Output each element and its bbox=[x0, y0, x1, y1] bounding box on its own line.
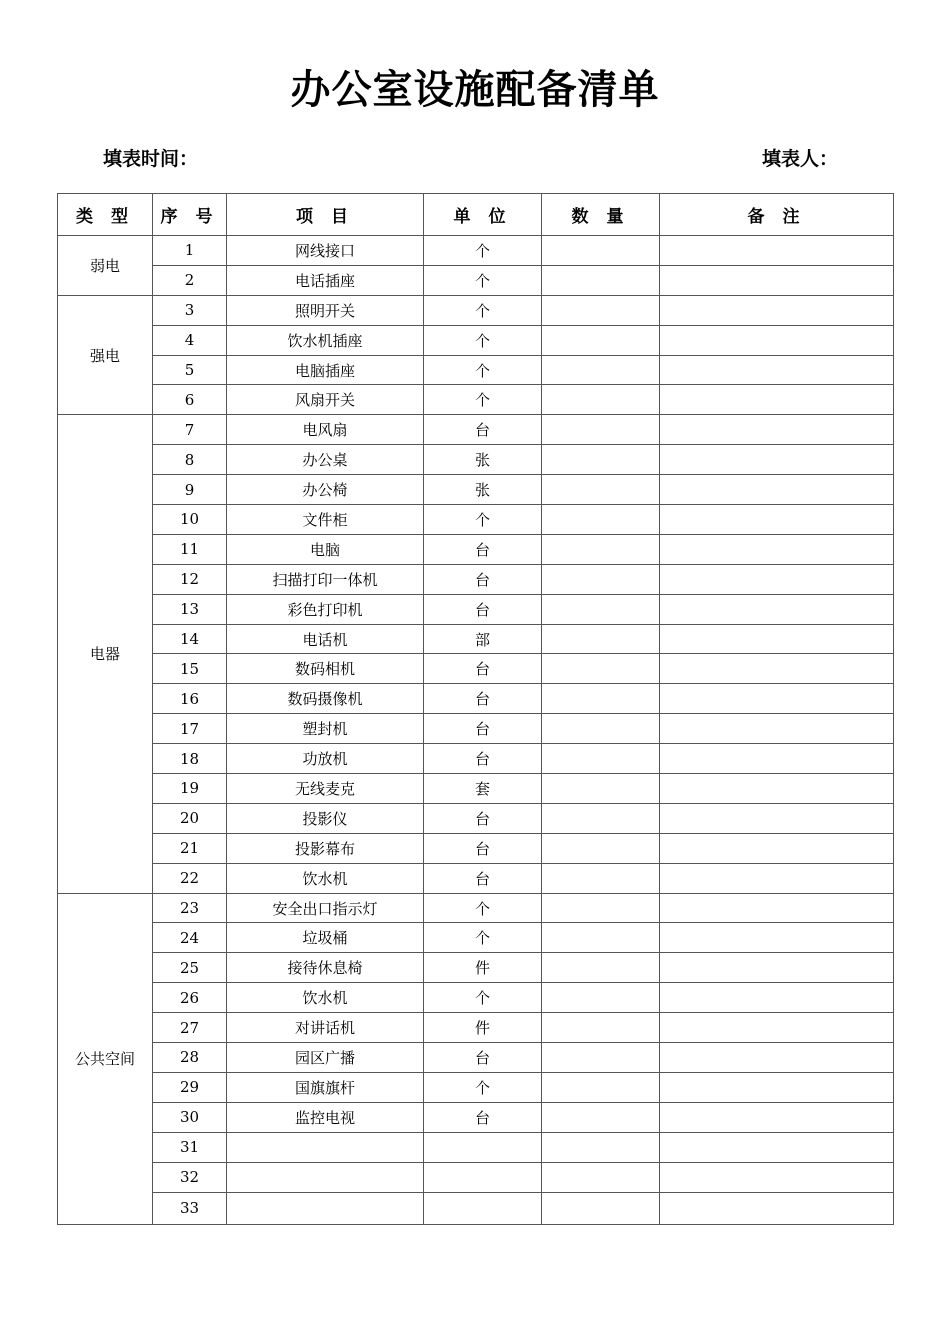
row-number-cell: 22 bbox=[153, 863, 227, 893]
quantity-cell[interactable] bbox=[542, 803, 660, 833]
table-row bbox=[58, 833, 894, 863]
remark-cell[interactable] bbox=[660, 325, 894, 355]
row-number-cell: 31 bbox=[153, 1132, 227, 1162]
table-row bbox=[58, 236, 894, 266]
quantity-cell[interactable] bbox=[542, 355, 660, 385]
header-quantity: 数 量 bbox=[542, 194, 660, 236]
quantity-cell[interactable] bbox=[542, 564, 660, 594]
table-row bbox=[58, 654, 894, 684]
table-row bbox=[58, 415, 894, 445]
item-name-cell bbox=[227, 1192, 424, 1224]
category-cell: 公共空间 bbox=[58, 893, 153, 1224]
unit-cell: 件 bbox=[424, 953, 542, 983]
quantity-cell[interactable] bbox=[542, 714, 660, 744]
unit-cell: 台 bbox=[424, 534, 542, 564]
table-row bbox=[58, 744, 894, 774]
category-cell: 弱电 bbox=[58, 236, 153, 296]
remark-cell[interactable] bbox=[660, 1162, 894, 1192]
row-number-cell: 10 bbox=[153, 505, 227, 535]
remark-cell[interactable] bbox=[660, 833, 894, 863]
item-name-cell: 功放机 bbox=[227, 744, 424, 774]
filler-label: 填表人： bbox=[762, 148, 839, 170]
row-number-cell: 17 bbox=[153, 714, 227, 744]
item-name-cell: 接待休息椅 bbox=[227, 953, 424, 983]
header-type: 类 型 bbox=[58, 194, 153, 236]
quantity-cell[interactable] bbox=[542, 236, 660, 266]
item-name-cell bbox=[227, 1132, 424, 1162]
item-name-cell: 监控电视 bbox=[227, 1102, 424, 1132]
item-name-cell: 电脑 bbox=[227, 534, 424, 564]
row-number-cell: 5 bbox=[153, 355, 227, 385]
table-row bbox=[58, 594, 894, 624]
quantity-cell[interactable] bbox=[542, 953, 660, 983]
unit-cell: 个 bbox=[424, 983, 542, 1013]
item-name-cell: 办公桌 bbox=[227, 445, 424, 475]
quantity-cell[interactable] bbox=[542, 295, 660, 325]
unit-cell: 个 bbox=[424, 893, 542, 923]
item-name-cell: 国旗旗杆 bbox=[227, 1072, 424, 1102]
table-header-row bbox=[58, 194, 894, 236]
item-name-cell: 投影幕布 bbox=[227, 833, 424, 863]
item-name-cell: 对讲话机 bbox=[227, 1013, 424, 1043]
item-name-cell: 电话机 bbox=[227, 624, 424, 654]
item-name-cell: 数码摄像机 bbox=[227, 684, 424, 714]
header-remark: 备 注 bbox=[660, 194, 894, 236]
quantity-cell[interactable] bbox=[542, 983, 660, 1013]
row-number-cell: 7 bbox=[153, 415, 227, 445]
table-row bbox=[58, 445, 894, 475]
quantity-cell[interactable] bbox=[542, 1043, 660, 1073]
unit-cell: 台 bbox=[424, 863, 542, 893]
table-row bbox=[58, 953, 894, 983]
unit-cell: 套 bbox=[424, 774, 542, 804]
quantity-cell[interactable] bbox=[542, 1013, 660, 1043]
quantity-cell[interactable] bbox=[542, 534, 660, 564]
table-body bbox=[58, 236, 894, 1225]
unit-cell bbox=[424, 1162, 542, 1192]
remark-cell[interactable] bbox=[660, 953, 894, 983]
unit-cell: 台 bbox=[424, 564, 542, 594]
remark-cell[interactable] bbox=[660, 1013, 894, 1043]
quantity-cell[interactable] bbox=[542, 1072, 660, 1102]
quantity-cell[interactable] bbox=[542, 325, 660, 355]
row-number-cell: 9 bbox=[153, 475, 227, 505]
facility-table bbox=[57, 193, 894, 1225]
item-name-cell: 电脑插座 bbox=[227, 355, 424, 385]
item-name-cell: 饮水机 bbox=[227, 863, 424, 893]
table-row bbox=[58, 1013, 894, 1043]
row-number-cell: 23 bbox=[153, 893, 227, 923]
unit-cell: 张 bbox=[424, 475, 542, 505]
item-name-cell: 园区广播 bbox=[227, 1043, 424, 1073]
quantity-cell[interactable] bbox=[542, 1192, 660, 1224]
item-name-cell: 饮水机 bbox=[227, 983, 424, 1013]
remark-cell[interactable] bbox=[660, 863, 894, 893]
item-name-cell: 塑封机 bbox=[227, 714, 424, 744]
table-row bbox=[58, 774, 894, 804]
row-number-cell: 3 bbox=[153, 295, 227, 325]
quantity-cell[interactable] bbox=[542, 923, 660, 953]
item-name-cell: 电话插座 bbox=[227, 265, 424, 295]
remark-cell[interactable] bbox=[660, 475, 894, 505]
item-name-cell: 文件柜 bbox=[227, 505, 424, 535]
table-row bbox=[58, 714, 894, 744]
remark-cell[interactable] bbox=[660, 774, 894, 804]
remark-cell[interactable] bbox=[660, 1132, 894, 1162]
unit-cell: 个 bbox=[424, 355, 542, 385]
table-row bbox=[58, 385, 894, 415]
remark-cell[interactable] bbox=[660, 803, 894, 833]
quantity-cell[interactable] bbox=[542, 415, 660, 445]
remark-cell[interactable] bbox=[660, 893, 894, 923]
unit-cell: 台 bbox=[424, 1043, 542, 1073]
unit-cell: 张 bbox=[424, 445, 542, 475]
row-number-cell: 25 bbox=[153, 953, 227, 983]
remark-cell[interactable] bbox=[660, 295, 894, 325]
header-no: 序 号 bbox=[153, 194, 227, 236]
table-row bbox=[58, 325, 894, 355]
table-row bbox=[58, 983, 894, 1013]
row-number-cell: 8 bbox=[153, 445, 227, 475]
item-name-cell: 无线麦克 bbox=[227, 774, 424, 804]
unit-cell: 台 bbox=[424, 654, 542, 684]
remark-cell[interactable] bbox=[660, 385, 894, 415]
quantity-cell[interactable] bbox=[542, 624, 660, 654]
table-row bbox=[58, 1102, 894, 1132]
unit-cell: 个 bbox=[424, 295, 542, 325]
row-number-cell: 14 bbox=[153, 624, 227, 654]
item-name-cell: 网线接口 bbox=[227, 236, 424, 266]
unit-cell: 台 bbox=[424, 594, 542, 624]
quantity-cell[interactable] bbox=[542, 265, 660, 295]
remark-cell[interactable] bbox=[660, 714, 894, 744]
item-name-cell: 办公椅 bbox=[227, 475, 424, 505]
table-row bbox=[58, 1192, 894, 1224]
unit-cell: 台 bbox=[424, 833, 542, 863]
quantity-cell[interactable] bbox=[542, 893, 660, 923]
unit-cell: 台 bbox=[424, 803, 542, 833]
table-row bbox=[58, 265, 894, 295]
row-number-cell: 33 bbox=[153, 1192, 227, 1224]
unit-cell: 台 bbox=[424, 684, 542, 714]
quantity-cell[interactable] bbox=[542, 1102, 660, 1132]
quantity-cell[interactable] bbox=[542, 684, 660, 714]
unit-cell: 个 bbox=[424, 505, 542, 535]
table-row bbox=[58, 803, 894, 833]
unit-cell: 个 bbox=[424, 1072, 542, 1102]
row-number-cell: 13 bbox=[153, 594, 227, 624]
row-number-cell: 21 bbox=[153, 833, 227, 863]
quantity-cell[interactable] bbox=[542, 744, 660, 774]
remark-cell[interactable] bbox=[660, 1192, 894, 1224]
row-number-cell: 18 bbox=[153, 744, 227, 774]
item-name-cell: 饮水机插座 bbox=[227, 325, 424, 355]
table-row bbox=[58, 893, 894, 923]
row-number-cell: 28 bbox=[153, 1043, 227, 1073]
row-number-cell: 16 bbox=[153, 684, 227, 714]
unit-cell: 个 bbox=[424, 265, 542, 295]
unit-cell: 台 bbox=[424, 714, 542, 744]
item-name-cell bbox=[227, 1162, 424, 1192]
remark-cell[interactable] bbox=[660, 355, 894, 385]
unit-cell bbox=[424, 1192, 542, 1224]
unit-cell bbox=[424, 1132, 542, 1162]
remark-cell[interactable] bbox=[660, 684, 894, 714]
item-name-cell: 电风扇 bbox=[227, 415, 424, 445]
remark-cell[interactable] bbox=[660, 445, 894, 475]
row-number-cell: 30 bbox=[153, 1102, 227, 1132]
item-name-cell: 扫描打印一体机 bbox=[227, 564, 424, 594]
row-number-cell: 24 bbox=[153, 923, 227, 953]
table-row bbox=[58, 1132, 894, 1162]
quantity-cell[interactable] bbox=[542, 1132, 660, 1162]
remark-cell[interactable] bbox=[660, 624, 894, 654]
quantity-cell[interactable] bbox=[542, 1162, 660, 1192]
unit-cell: 个 bbox=[424, 325, 542, 355]
remark-cell[interactable] bbox=[660, 923, 894, 953]
remark-cell[interactable] bbox=[660, 505, 894, 535]
row-number-cell: 11 bbox=[153, 534, 227, 564]
remark-cell[interactable] bbox=[660, 415, 894, 445]
category-cell: 强电 bbox=[58, 295, 153, 415]
remark-cell[interactable] bbox=[660, 1102, 894, 1132]
row-number-cell: 27 bbox=[153, 1013, 227, 1043]
quantity-cell[interactable] bbox=[542, 833, 660, 863]
remark-cell[interactable] bbox=[660, 236, 894, 266]
unit-cell: 台 bbox=[424, 415, 542, 445]
remark-cell[interactable] bbox=[660, 983, 894, 1013]
unit-cell: 个 bbox=[424, 385, 542, 415]
table-row bbox=[58, 1162, 894, 1192]
row-number-cell: 20 bbox=[153, 803, 227, 833]
row-number-cell: 2 bbox=[153, 265, 227, 295]
table-row bbox=[58, 923, 894, 953]
unit-cell: 件 bbox=[424, 1013, 542, 1043]
table-row bbox=[58, 505, 894, 535]
fill-time-label: 填表时间： bbox=[103, 148, 199, 170]
remark-cell[interactable] bbox=[660, 564, 894, 594]
row-number-cell: 32 bbox=[153, 1162, 227, 1192]
item-name-cell: 彩色打印机 bbox=[227, 594, 424, 624]
remark-cell[interactable] bbox=[660, 265, 894, 295]
remark-cell[interactable] bbox=[660, 594, 894, 624]
unit-cell: 部 bbox=[424, 624, 542, 654]
remark-cell[interactable] bbox=[660, 654, 894, 684]
item-name-cell: 照明开关 bbox=[227, 295, 424, 325]
table-row bbox=[58, 475, 894, 505]
unit-cell: 个 bbox=[424, 923, 542, 953]
row-number-cell: 6 bbox=[153, 385, 227, 415]
header-unit: 单 位 bbox=[424, 194, 542, 236]
quantity-cell[interactable] bbox=[542, 863, 660, 893]
remark-cell[interactable] bbox=[660, 1043, 894, 1073]
unit-cell: 台 bbox=[424, 744, 542, 774]
quantity-cell[interactable] bbox=[542, 594, 660, 624]
item-name-cell: 数码相机 bbox=[227, 654, 424, 684]
remark-cell[interactable] bbox=[660, 744, 894, 774]
table-row bbox=[58, 1072, 894, 1102]
row-number-cell: 29 bbox=[153, 1072, 227, 1102]
table-row bbox=[58, 1043, 894, 1073]
item-name-cell: 投影仪 bbox=[227, 803, 424, 833]
quantity-cell[interactable] bbox=[542, 385, 660, 415]
header-item: 项 目 bbox=[227, 194, 424, 236]
item-name-cell: 垃圾桶 bbox=[227, 923, 424, 953]
table-row bbox=[58, 355, 894, 385]
row-number-cell: 26 bbox=[153, 983, 227, 1013]
row-number-cell: 1 bbox=[153, 236, 227, 266]
unit-cell: 个 bbox=[424, 236, 542, 266]
table-row bbox=[58, 624, 894, 654]
table-row bbox=[58, 863, 894, 893]
quantity-cell[interactable] bbox=[542, 654, 660, 684]
row-number-cell: 19 bbox=[153, 774, 227, 804]
item-name-cell: 安全出口指示灯 bbox=[227, 893, 424, 923]
quantity-cell[interactable] bbox=[542, 475, 660, 505]
table-row bbox=[58, 684, 894, 714]
unit-cell: 台 bbox=[424, 1102, 542, 1132]
table-row bbox=[58, 564, 894, 594]
quantity-cell[interactable] bbox=[542, 774, 660, 804]
quantity-cell[interactable] bbox=[542, 445, 660, 475]
table-row bbox=[58, 534, 894, 564]
category-cell: 电器 bbox=[58, 415, 153, 893]
remark-cell[interactable] bbox=[660, 1072, 894, 1102]
row-number-cell: 15 bbox=[153, 654, 227, 684]
table-row bbox=[58, 295, 894, 325]
quantity-cell[interactable] bbox=[542, 505, 660, 535]
remark-cell[interactable] bbox=[660, 534, 894, 564]
row-number-cell: 12 bbox=[153, 564, 227, 594]
item-name-cell: 风扇开关 bbox=[227, 385, 424, 415]
page-title: 办公室设施配备清单 bbox=[290, 67, 660, 113]
row-number-cell: 4 bbox=[153, 325, 227, 355]
